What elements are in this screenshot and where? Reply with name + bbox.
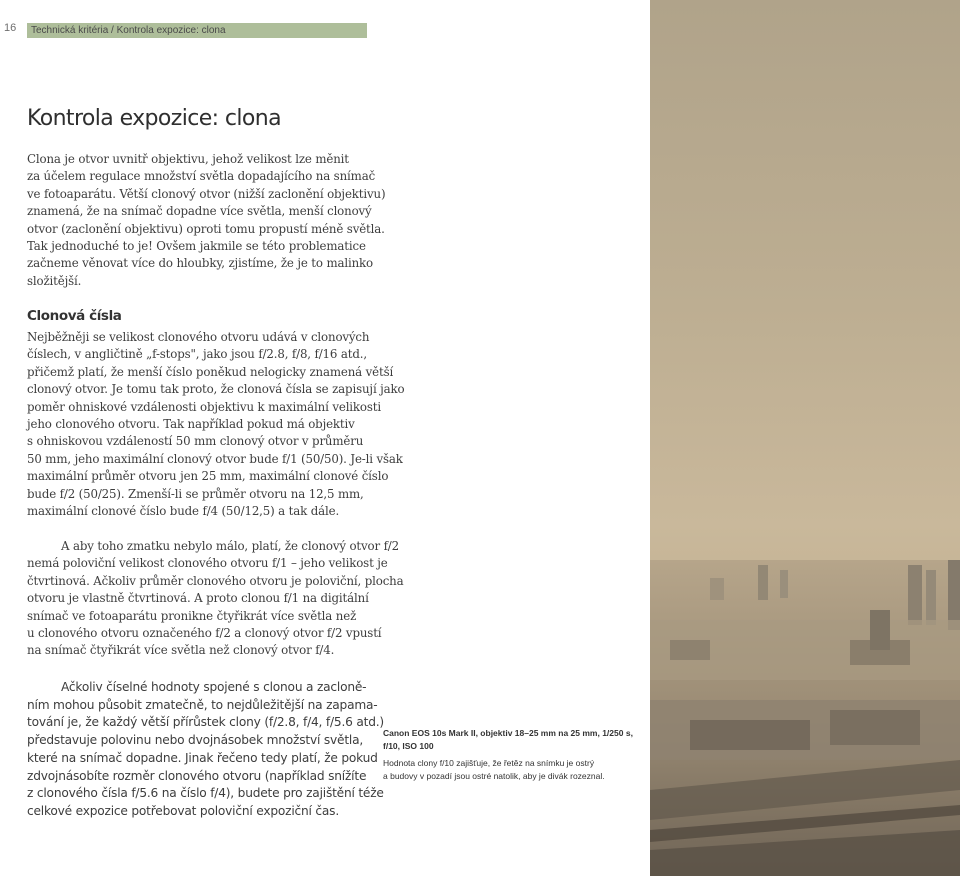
- body-paragraph: [27, 538, 404, 660]
- text-line: představuje polovinu nebo dvojnásobek množství světla,: [27, 733, 364, 748]
- text-line: na snímač čtyřikrát více světla než clonový otvor f/4.: [27, 643, 335, 658]
- body-paragraph: [27, 679, 384, 821]
- text-line: Ačkoliv číselné hodnoty spojené s clonou a zacloně-: [61, 680, 367, 694]
- text-line: A aby toho zmatku nebylo málo, platí, že clonový otvor f/2: [61, 539, 399, 553]
- text-line: bude f/2 (50/25). Zmenší-li se průměr otvoru na 12,5 mm,: [27, 486, 364, 501]
- text-line: 50 mm, jeho maximální clonový otvor bude f/1 (50/50). Je-li však: [27, 451, 403, 466]
- caption-text: a budovy v pozadí jsou ostré natolik, aby je divák rozeznal.: [383, 771, 605, 781]
- text-line: které na snímač dopadne. Jinak řečeno tedy platí, že pokud: [27, 750, 378, 765]
- text-line: celkové expozice potřebovat poloviční expoziční čas.: [27, 803, 340, 818]
- page-number: 16: [4, 22, 17, 34]
- text-line: přičemž platí, že menší číslo poněkud nelogicky znamená větší: [27, 364, 394, 379]
- caption-text: Hodnota clony f/10 zajišťuje, že řetěz na snímku je ostrý: [383, 758, 595, 768]
- text-line: složitější.: [27, 273, 82, 288]
- text-line: maximální průměr otvoru jen 25 mm, maximální clonové číslo: [27, 469, 389, 484]
- running-header: Technická kritéria / Kontrola expozice: clona: [27, 23, 367, 38]
- text-line: u clonového otvoru označeného f/2 a clonový otvor f/2 vpustí: [27, 626, 382, 641]
- text-line: za účelem regulace množství světla dopadajícího na snímač: [27, 169, 376, 184]
- text-line: jeho clonového otvoru. Tak například pokud má objektiv: [27, 417, 355, 432]
- text-line: tování je, že každý větší přírůstek clony (f/2.8, f/4, f/5.6 atd.): [27, 715, 384, 730]
- text-line: ním mohou působit zmatečně, to nejdůležitější na zapama-: [27, 697, 378, 712]
- text-line: Nejběžněji se velikost clonového otvoru udává v clonových: [27, 330, 370, 344]
- text-line: čtvrtinová. Ačkoliv průměr clonového otvoru je poloviční, plocha: [27, 573, 404, 588]
- text-line: Tak jednoduché to je! Ovšem jakmile se této problematice: [27, 239, 366, 254]
- text-line: Clona je otvor uvnitř objektivu, jehož velikost lze měnit: [27, 152, 349, 166]
- text-line: znamená, že na snímač dopadne více světla, menší clonový: [27, 204, 372, 219]
- text-line: poměr ohniskové vzdálenosti objektivu k maximální velikosti: [27, 399, 382, 414]
- text-line: nemá poloviční velikost clonového otvoru f/1 – jeho velikost je: [27, 556, 388, 571]
- text-line: začneme věnovat více do hloubky, zjistíme, že je to malinko: [27, 256, 374, 271]
- text-line: clonový otvor. Je tomu tak proto, že clonová čísla se zapisují jako: [27, 382, 405, 397]
- intro-paragraph: [27, 151, 385, 290]
- page-title: Kontrola expozice: clona: [27, 106, 281, 131]
- text-line: maximální clonové číslo bude f/4 (50/12,5) a tak dále.: [27, 504, 340, 519]
- caption-title: Canon EOS 10s Mark II, objektiv 18–25 mm na 25 mm, 1/250 s,: [383, 728, 633, 738]
- text-line: číslech, v angličtině „f-stops", jako jsou f/2.8, f/8, f/16 atd.,: [27, 347, 367, 362]
- photo-caption: [383, 727, 633, 783]
- text-line: snímač ve fotoaparátu pronikne čtyřikrát více světla než: [27, 608, 357, 623]
- text-line: s ohniskovou vzdáleností 50 mm clonový otvor v průměru: [27, 434, 364, 449]
- section-paragraph: [27, 329, 405, 520]
- caption-title: f/10, ISO 100: [383, 741, 434, 751]
- text-line: z clonového čísla f/5.6 na číslo f/4), budete pro zajištění téže: [27, 786, 384, 801]
- text-line: ve fotoaparátu. Větší clonový otvor (nižší zaclonění objektivu): [27, 186, 386, 201]
- text-line: otvoru je vlastně čtvrtinová. A proto clonou f/1 na digitální: [27, 591, 369, 606]
- text-line: zdvojnásobíte rozměr clonového otvoru (například snížíte: [27, 768, 367, 783]
- cityscape-photo: [650, 0, 960, 876]
- section-heading: Clonová čísla: [27, 308, 122, 324]
- text-line: otvor (zaclonění objektivu) oproti tomu propustí méně světla.: [27, 221, 385, 236]
